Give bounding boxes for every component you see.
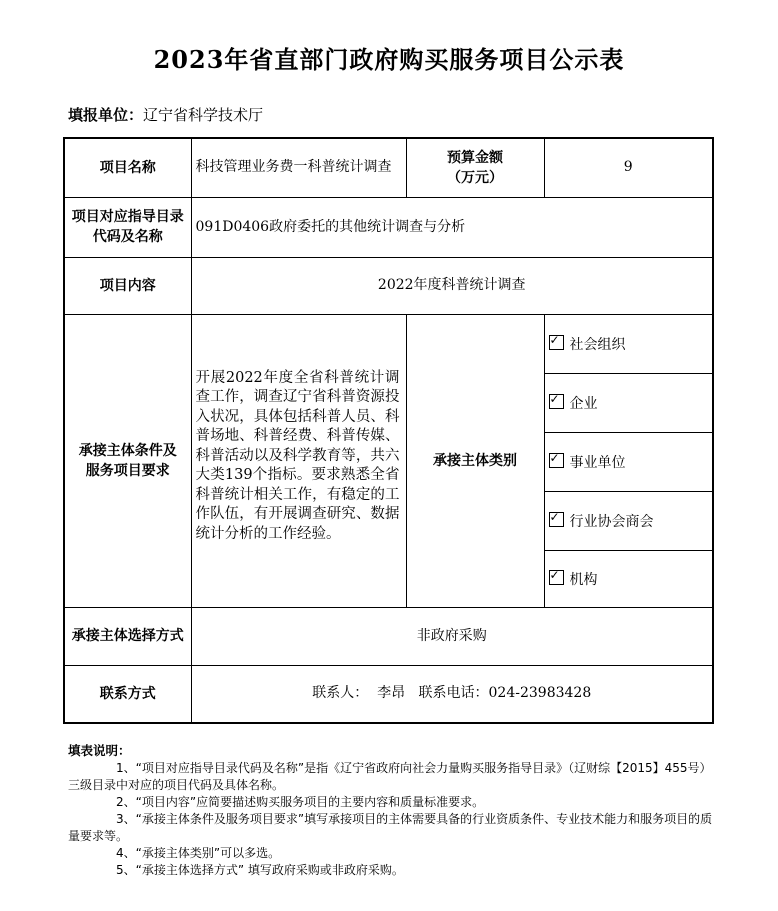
budget-label <box>406 138 544 197</box>
category-label-text: 企业 <box>569 395 598 412</box>
category-label-text: 事业单位 <box>569 454 626 471</box>
note-item: 4、“承接主体类别”可以多选。 <box>116 846 281 860</box>
budget-value: 9 <box>544 138 713 197</box>
filing-unit-value: 辽宁省科学技术厅 <box>143 106 264 124</box>
content-label: 项目内容 <box>64 257 191 314</box>
category-label-text: 机构 <box>569 571 598 588</box>
code-value: 091D0406政府委托的其他统计调查与分析 <box>191 197 713 257</box>
checkbox-checked-icon <box>549 394 564 409</box>
requirements-value: 开展2022年度全省科普统计调查工作，调查辽宁省科普资源投入状况，具体包括科普人员、科普场地、科普经费、科普传媒、科普活动以及科学教育等，共六大类139个指标。要求熟悉全省科普统计相关工作，有稳定的工作队伍，有开展调查研究、数据统计分析的工作经验。 <box>195 369 400 542</box>
checkbox-checked-icon <box>549 512 564 527</box>
contact-value: 联系人： 李昂 联系电话：024-23983428 <box>191 665 713 723</box>
row-requirements <box>64 314 713 373</box>
filling-notes <box>68 742 718 879</box>
project-table <box>63 137 714 724</box>
requirements-label: 承接主体条件及服务项目要求 <box>64 314 191 607</box>
category-item <box>544 314 713 373</box>
checkbox-checked-icon <box>549 570 564 585</box>
category-label: 承接主体类别 <box>406 314 544 607</box>
row-selection <box>64 607 713 665</box>
row-code <box>64 197 713 257</box>
requirements-cell <box>191 314 406 607</box>
row-content <box>64 257 713 314</box>
category-item <box>544 432 713 491</box>
row-project-name <box>64 138 713 197</box>
category-item <box>544 550 713 607</box>
budget-label-line1: 预算金额 <box>447 149 503 166</box>
content-value: 2022年度科普统计调查 <box>191 257 713 314</box>
page-title: 2023年省直部门政府购买服务项目公示表 <box>153 45 625 74</box>
category-label-text: 社会组织 <box>569 336 626 353</box>
row-contact <box>64 665 713 723</box>
note-item: 2、“项目内容”应简要描述购买服务项目的主要内容和质量标准要求。 <box>116 795 485 809</box>
notes-heading: 填表说明： <box>68 743 131 758</box>
note-item: 5、“承接主体选择方式” 填写政府采购或非政府采购。 <box>116 863 404 877</box>
checkbox-checked-icon <box>549 335 564 350</box>
filing-unit <box>68 104 263 125</box>
code-label: 项目对应指导目录代码及名称 <box>64 197 191 257</box>
note-item: 1、“项目对应指导目录代码及名称”是指《辽宁省政府向社会力量购买服务指导目录》（辽财综【2015】455号）三级目录中对应的项目代码及具体名称。 <box>68 761 712 792</box>
category-item <box>544 373 713 432</box>
category-item <box>544 491 713 550</box>
category-label-text: 行业协会商会 <box>569 513 654 530</box>
note-item: 3、“承接主体条件及服务项目要求”填写承接项目的主体需要具备的行业资质条件、专业技术能力和服务项目的质量要求等。 <box>68 812 713 843</box>
filing-unit-label: 填报单位： <box>68 106 144 124</box>
contact-label: 联系方式 <box>64 665 191 723</box>
selection-label: 承接主体选择方式 <box>64 607 191 665</box>
project-name-label: 项目名称 <box>64 138 191 197</box>
project-name-value: 科技管理业务费一科普统计调查 <box>191 138 406 197</box>
selection-value: 非政府采购 <box>191 607 713 665</box>
checkbox-checked-icon <box>549 453 564 468</box>
budget-label-line2: （万元） <box>447 169 503 186</box>
